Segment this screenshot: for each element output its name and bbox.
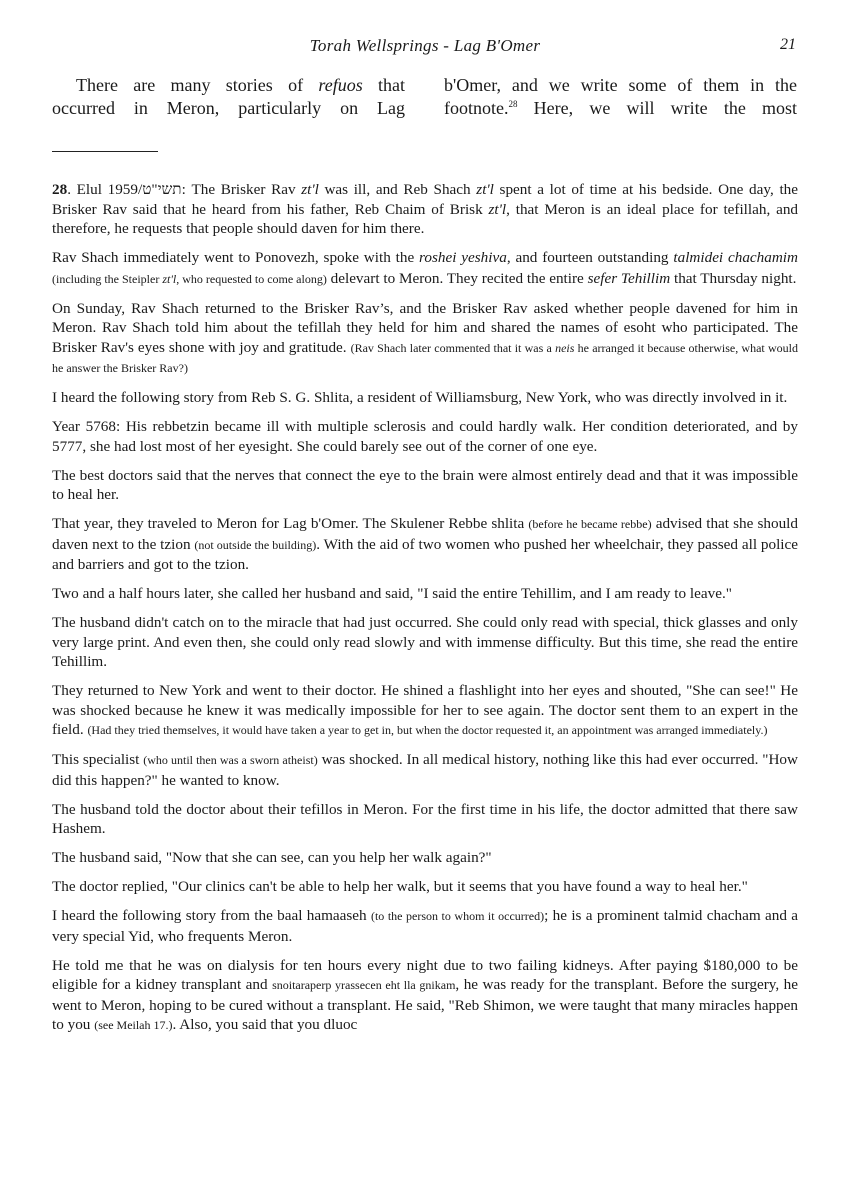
text: that Thursday night. [670, 269, 797, 287]
text: neis [555, 340, 575, 355]
footnote-paragraph [52, 514, 798, 575]
text: Rav Shach immediately went to Ponovezh, spoke with the [52, 249, 420, 266]
text: , and fourteen outstanding [506, 249, 674, 266]
body-text: that occurred in Meron, particularly on Lag [52, 75, 405, 118]
text: (including the Steipler [52, 271, 163, 286]
footnote-paragraph [52, 906, 798, 946]
footnote-paragraph [52, 750, 798, 790]
text: snoitaraperp yrassecen eht lla gnikam [272, 978, 456, 992]
body-text: b'Omer, and we write some of them in the footnote. [444, 75, 797, 118]
text: delevart to Meron. They recited the entire [326, 269, 588, 287]
text: . Also, you said that you dluoc [172, 1016, 358, 1033]
text: . Elul 1959/תשי"ט: The Brisker Rav [67, 181, 302, 198]
text: he arranged it because otherwise, what would he answer the Brisker Rav?) [52, 340, 798, 375]
parenthetical: (before he became rebbe) [528, 517, 652, 531]
footnote-paragraph: The doctor replied, "Our clinics can't be able to help her walk, but it seems that you have found a way to heal her." [52, 878, 748, 895]
parenthetical: (not outside the building) [194, 537, 317, 552]
text: On Sunday, Rav Shach returned to the Brisker Rav’s, and the Brisker Rav asked whether people davened for him in Meron. Rav Shach told him about the tefillah they held for him and shared the names of esoht who participated. The Brisker Rav's eyes shone with joy and gratitude. [52, 299, 798, 356]
footnote-paragraph: Two and a half hours later, she called her husband and said, "I said the entire Tehillim, and I am ready to leave." [52, 585, 732, 602]
text: That year, they traveled to Meron for Lag b'Omer. The Skulener Rebbe shlita [52, 515, 529, 532]
footnote-paragraph: Year 5768: His rebbetzin became ill with multiple sclerosis and could hardly walk. Her condition deteriorated, and by 5777, she had lost most of her eyesight. She could barely see out of the corner of one eye. [52, 418, 798, 455]
footnote-separator [52, 151, 158, 152]
text: . With the aid of two women who pushed her wheelchair, they passed all police and barriers and got to the tzion. [52, 535, 798, 573]
text: zt'l [476, 181, 494, 198]
text: roshei yeshiva [419, 249, 507, 266]
footnote-paragraph [52, 681, 798, 741]
text: was shocked. In all medical history, nothing like this had ever occurred. "How did this happen?" he wanted to know. [52, 751, 798, 789]
footnote-number: 28 [52, 181, 68, 198]
body-text-italic: refuos [318, 75, 363, 95]
parenthetical [52, 272, 327, 286]
text: sefer Tehillim [587, 269, 671, 287]
text: , who requested to come along) [176, 271, 327, 286]
footnote-paragraph: The best doctors said that the nerves that connect the eye to the brain were almost entirely dead and that it was impossible to heal her. [52, 466, 798, 503]
footnote-paragraph [52, 299, 798, 379]
text: They returned to New York and went to their doctor. He shined a flashlight into her eyes and shouted, "She can see!" He was shocked because he knew it was medically impossible for her to see again. The doctor sent them to an expert in the field. [52, 682, 798, 738]
text: zt'l [301, 181, 319, 198]
body-text: There are many stories of [76, 75, 319, 95]
text: , he was ready for the transplant. Before the surgery, he went to Meron, hoping to be cured without a transplant. He said, "Reb Shimon, we were taught that many miracles happen to you [52, 976, 798, 1033]
text: ; he is a prominent talmid chacham and a very special Yid, who frequents Meron. [52, 907, 799, 945]
text: talmidei chachamim [673, 249, 798, 266]
text: This specialist [52, 751, 144, 768]
page-header [52, 36, 798, 58]
body-column-left [52, 74, 405, 120]
text: zt'l [488, 200, 507, 218]
text: He told me that he was on dialysis for ten hours every night due to two failing kidneys. After paying $180,000 to be eligible for a kidney transplant and [52, 956, 798, 993]
page-number: 21 [780, 36, 796, 53]
footnote-paragraph: The husband told the doctor about their tefillos in Meron. For the first time in his life, the doctor admitted that there saw Hashem. [52, 800, 798, 837]
body-column-right [444, 74, 797, 120]
footnote-paragraph: The husband said, "Now that she can see, can you help her walk again?" [52, 849, 492, 866]
text: I heard the following story from the baal hamaaseh [52, 907, 371, 924]
text: zt'l [162, 271, 177, 286]
text: advised that she should daven next to the tzion [52, 515, 798, 553]
footnote-reference[interactable]: 28 [508, 99, 518, 109]
parenthetical: (see Meilah 17.) [94, 1018, 173, 1032]
running-title: Torah Wellsprings - Lag B'Omer [309, 36, 541, 55]
footnote-paragraph: I heard the following story from Reb S. G. Shlita, a resident of Williamsburg, New York, who was directly involved in it. [52, 389, 788, 406]
text: spent a lot of time at his bedside. One day, the Brisker Rav said that he heard from his father, Reb Chaim of Brisk [52, 181, 799, 218]
text: , that Meron is an ideal place for tefillah, and therefore, he requests that people should daven for him there. [52, 200, 799, 237]
footnote-paragraph [52, 180, 798, 239]
body-text: Here, we will write the most [517, 98, 797, 118]
text: (Rav Shach later commented that it was a [350, 340, 556, 355]
footnote-paragraph [52, 248, 798, 289]
text: was ill, and Reb Shach [318, 181, 477, 198]
footnote-paragraph [52, 956, 798, 1036]
parenthetical: (who until then was a sworn atheist) [143, 753, 318, 767]
parenthetical: (Had they tried themselves, it would have taken a year to get in, but when the doctor requested it, an appointment was arranged immediately.) [87, 723, 768, 737]
footnotes [52, 180, 798, 1045]
parenthetical: (to the person to whom it occurred) [370, 909, 545, 923]
footnote-paragraph: The husband didn't catch on to the miracle that had just occurred. She could only read with special, thick glasses and only very large print. And even then, she could only read slowly and with immense difficulty. But this time, she read the entire Tehillim. [52, 614, 798, 670]
